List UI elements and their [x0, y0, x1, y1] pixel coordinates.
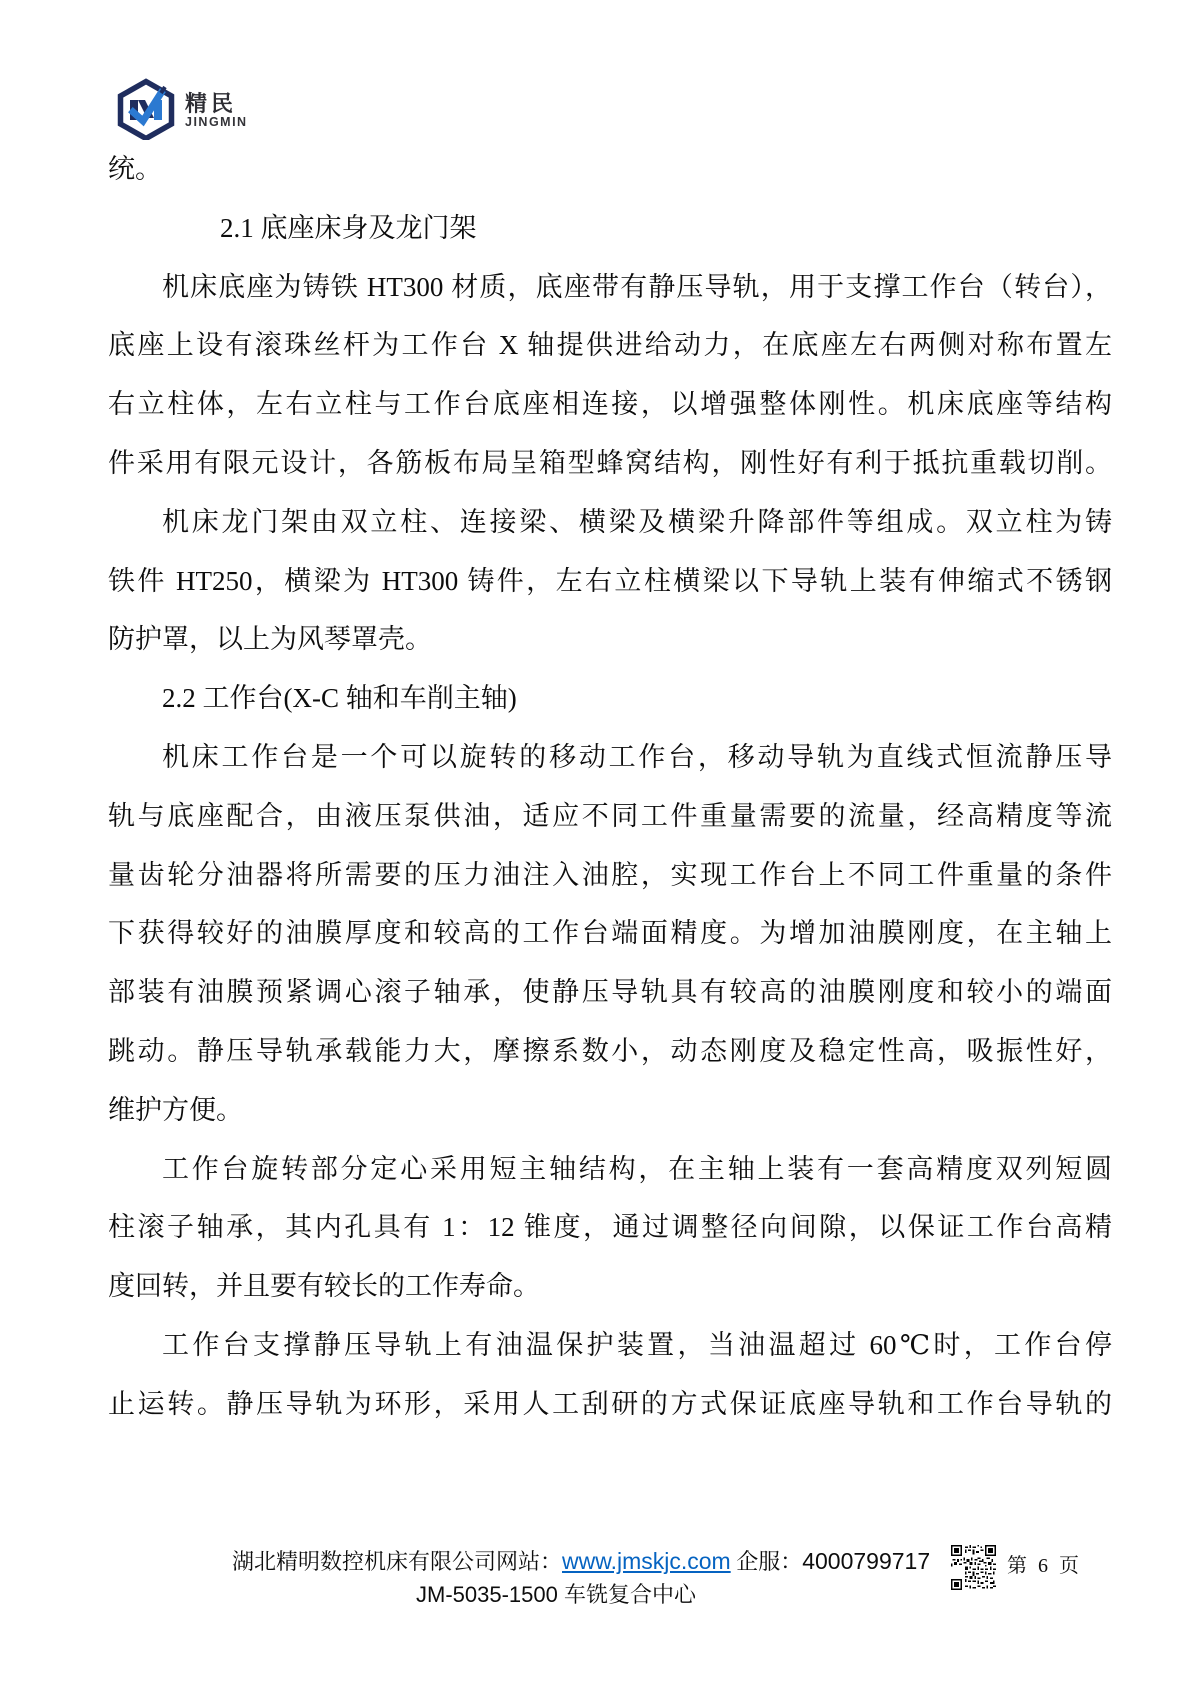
section-heading-2-1: 2.1 底座床身及龙门架 [220, 212, 477, 243]
text-line: 工作台旋转部分定心采用短主轴结构，在主轴上装有一套高精度双列短圆 [162, 1153, 1112, 1184]
document-body [108, 140, 1112, 1434]
text-line: 维护方便。 [108, 1094, 243, 1125]
text-line: 底座上设有滚珠丝杆为工作台 X 轴提供进给动力，在底座左右两侧对称布置左 [108, 330, 1112, 361]
footer-service-label: 企服： [736, 1549, 803, 1574]
footer-contact-line [232, 1545, 930, 1578]
text-line: 止运转。静压导轨为环形，采用人工刮研的方式保证底座导轨和工作台导轨的 [108, 1388, 1112, 1419]
text-line: 度回转，并且要有较长的工作寿命。 [108, 1271, 540, 1302]
text-line: 下获得较好的油膜厚度和较高的工作台端面精度。为增加油膜刚度，在主轴上 [108, 918, 1112, 949]
logo-name-cn: 精民 [185, 90, 238, 116]
footer-site-label: 湖北精明数控机床有限公司网站： [232, 1549, 563, 1574]
text-line: 轨与底座配合，由液压泵供油，适应不同工件重量需要的流量，经高精度等流 [108, 800, 1112, 831]
text-line: 右立柱体，左右立柱与工作台底座相连接，以增强整体刚性。机床底座等结构 [108, 389, 1112, 420]
text-line: 机床龙门架由双立柱、连接梁、横梁及横梁升降部件等组成。双立柱为铸 [162, 506, 1112, 537]
section-heading-2-2: 2.2 工作台(X-C 轴和车削主轴) [162, 683, 517, 714]
qr-code [951, 1545, 996, 1590]
page-continuation-line: 统。 [108, 154, 162, 184]
text-line: 铁件 HT250，横梁为 HT300 铸件，左右立柱横梁以下导轨上装有伸缩式不锈钢 [108, 565, 1112, 596]
text-line: 柱滚子轴承，其内孔具有 1：12 锥度，通过调整径向间隙，以保证工作台高精 [108, 1212, 1112, 1243]
page-number: 第 6 页 [1007, 1555, 1082, 1577]
company-logo [116, 78, 248, 140]
logo-wordmark [185, 90, 248, 130]
text-line: 防护罩，以上为风琴罩壳。 [108, 624, 432, 655]
logo-name-en: JINGMIN [185, 114, 248, 129]
text-line: 机床工作台是一个可以旋转的移动工作台，移动导轨为直线式恒流静压导 [162, 741, 1112, 772]
text-line: 跳动。静压导轨承载能力大，摩擦系数小，动态刚度及稳定性高，吸振性好， [108, 1035, 1112, 1066]
text-line: 量齿轮分油器将所需要的压力油注入油腔，实现工作台上不同工件重量的条件 [108, 859, 1112, 890]
text-line: 工作台支撑静压导轨上有油温保护装置，当油温超过 60℃时，工作台停 [162, 1329, 1112, 1360]
text-line: 件采用有限元设计，各筋板布局呈箱型蜂窝结构，刚性好有利于抵抗重载切削。 [108, 447, 1112, 478]
footer-site-link[interactable]: www.jmskjc.com [562, 1548, 731, 1574]
text-line: 机床底座为铸铁 HT300 材质，底座带有静压导轨，用于支撑工作台（转台）， [162, 271, 1112, 302]
footer-model-line: JM-5035-1500 车铣复合中心 [416, 1582, 696, 1607]
jingmin-hexagon-logo-icon [116, 78, 176, 140]
text-line: 部装有油膜预紧调心滚子轴承，使静压导轨具有较高的油膜刚度和较小的端面 [108, 977, 1112, 1008]
footer-service-phone: 4000799717 [802, 1548, 931, 1574]
